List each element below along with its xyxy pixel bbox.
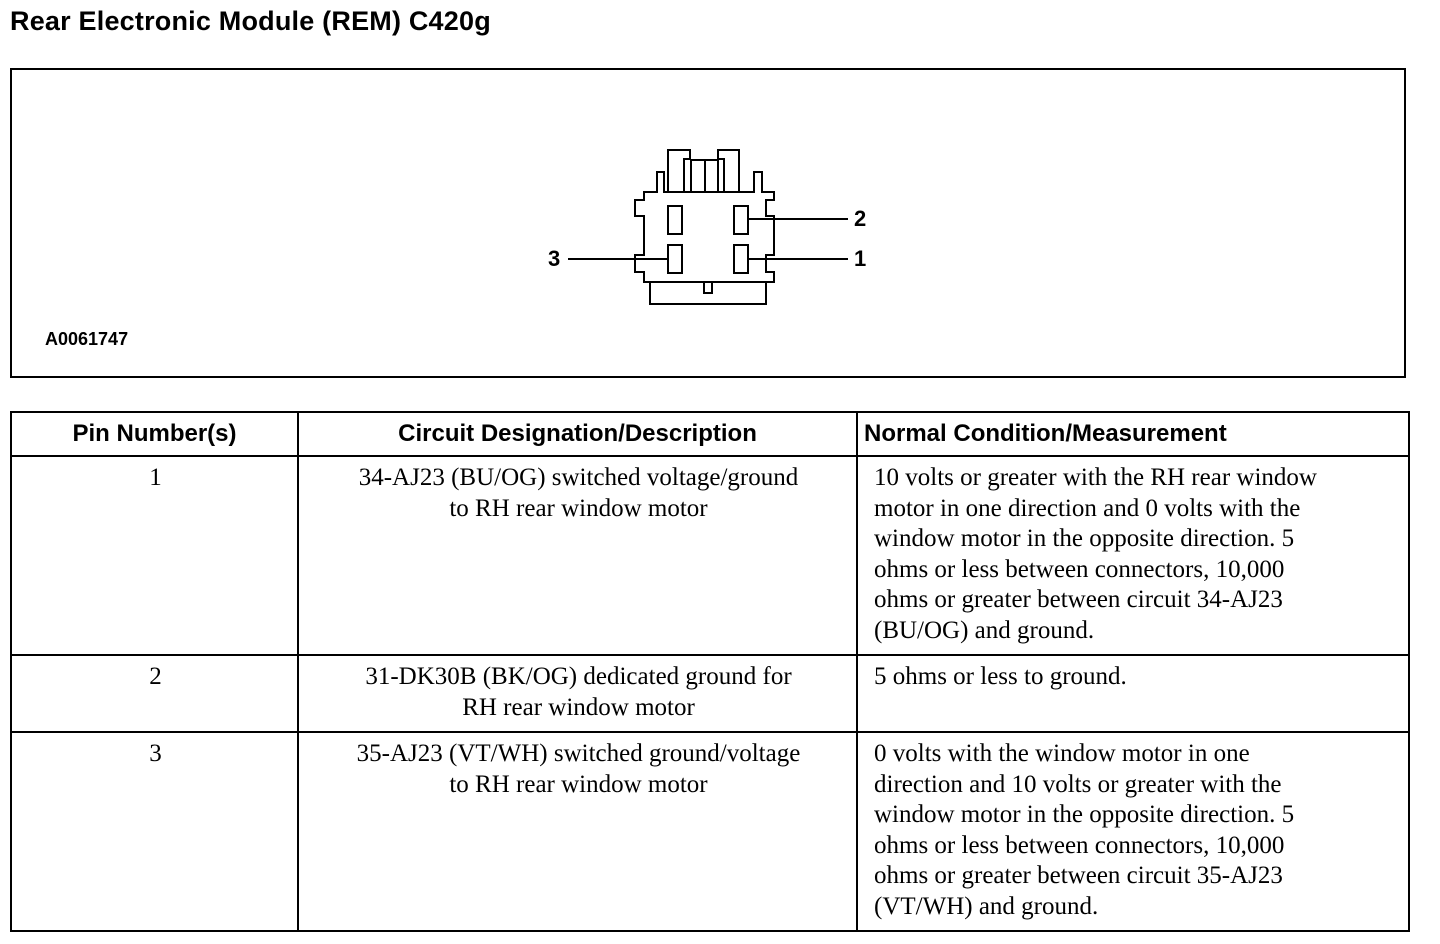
normal-condition-line: ohms or greater between circuit 35-AJ23	[874, 862, 1283, 889]
header-circuit-designation: Circuit Designation/Description	[298, 412, 857, 456]
table-row	[11, 732, 1409, 931]
normal-condition-line: (BU/OG) and ground.	[874, 616, 1095, 644]
normal-condition-line: ohms or less between connectors, 10,000	[874, 555, 1285, 583]
normal-condition-cell	[857, 655, 1409, 732]
normal-condition-line: motor in one direction and 0 volts with the	[874, 494, 1301, 522]
normal-condition-line: window motor in the opposite direction. 5	[874, 525, 1295, 552]
header-pin-number: Pin Number(s)	[11, 412, 298, 456]
circuit-description-line: 34-AJ23 (BU/OG) switched voltage/ground	[358, 464, 799, 491]
table-row	[11, 456, 1409, 655]
normal-condition-line: ohms or less between connectors, 10,000	[874, 831, 1285, 859]
pin-number-cell: 1	[11, 456, 298, 655]
table-row	[11, 655, 1409, 732]
pin-number-cell: 2	[11, 655, 298, 732]
normal-condition-cell	[857, 732, 1409, 931]
circuit-description-cell	[298, 655, 857, 732]
connector-face-diagram	[12, 70, 1408, 380]
pin-3-callout: 3	[548, 246, 561, 271]
circuit-description-line: 35-AJ23 (VT/WH) switched ground/voltage	[356, 740, 801, 767]
circuit-description-line: to RH rear window motor	[449, 770, 708, 798]
table-body	[11, 456, 1409, 931]
normal-condition-line: direction and 10 volts or greater with the	[874, 770, 1282, 798]
normal-condition-line: 10 volts or greater with the RH rear window	[874, 464, 1317, 491]
connector-figure	[10, 68, 1406, 378]
page-title: Rear Electronic Module (REM) C420g	[10, 6, 491, 36]
normal-condition-line: window motor in the opposite direction. 5	[874, 801, 1295, 828]
figure-id: A0061747	[45, 329, 129, 349]
normal-condition-cell	[857, 456, 1409, 655]
normal-condition-line: ohms or greater between circuit 34-AJ23	[874, 586, 1283, 613]
pin-table	[10, 411, 1410, 932]
circuit-description-line: RH rear window motor	[462, 693, 695, 721]
circuit-description-line: to RH rear window motor	[449, 494, 708, 522]
normal-condition-line: 0 volts with the window motor in one	[874, 740, 1250, 767]
circuit-description-cell	[298, 732, 857, 931]
pin-2-callout: 2	[854, 206, 867, 231]
circuit-description-line: 31-DK30B (BK/OG) dedicated ground for	[365, 663, 792, 690]
pin-number-cell: 3	[11, 732, 298, 931]
normal-condition-line: 5 ohms or less to ground.	[874, 663, 1127, 690]
pin-1-callout: 1	[854, 246, 867, 271]
header-normal-condition: Normal Condition/Measurement	[857, 412, 1409, 456]
circuit-description-cell	[298, 456, 857, 655]
table-header-row	[11, 412, 1409, 456]
normal-condition-line: (VT/WH) and ground.	[874, 892, 1099, 920]
